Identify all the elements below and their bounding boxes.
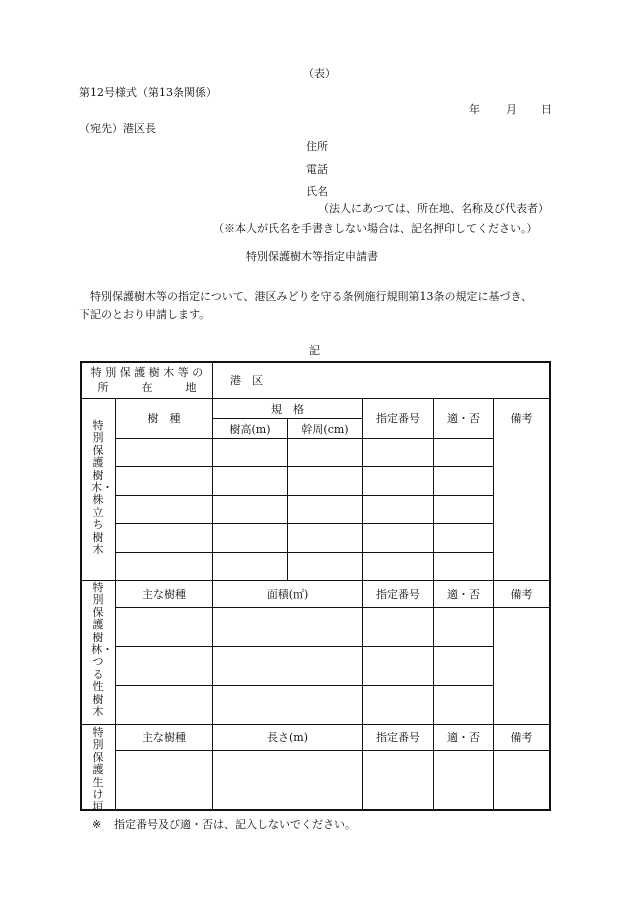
side-label: （表）	[303, 67, 336, 80]
section1-label: 特別保護樹木・株立ち樹木	[91, 419, 113, 557]
location-value[interactable]: 港 区	[230, 374, 263, 387]
location-label-1: 特 別 保 護 樹 木 等 の	[90, 366, 204, 379]
s1-col-species: 樹 種	[147, 412, 181, 425]
s1-col-approval: 適・否	[447, 412, 480, 425]
date-day[interactable]: 日	[541, 103, 552, 116]
footnote-mark: ※	[92, 818, 102, 831]
section3-label: 特別保護生け垣	[92, 726, 104, 814]
body-line-1: 特別保護樹木等の指定について、港区みどりを守る条例施行規則第13条の規定に基づき、	[90, 290, 533, 303]
corp-note: （法人にあつては、所在地、名称及び代表者）	[318, 202, 549, 215]
s3-col-remarks: 備考	[510, 731, 533, 744]
s3-col-species: 主な樹種	[142, 731, 186, 744]
s1-col-height: 樹高(m)	[229, 423, 271, 436]
s2-col-number: 指定番号	[376, 588, 420, 601]
s2-col-area: 面積(㎡)	[266, 588, 309, 601]
date-month[interactable]: 月	[506, 103, 517, 116]
s1-col-number: 指定番号	[376, 412, 420, 425]
document-title: 特別保護樹木等指定申請書	[246, 250, 378, 263]
name-label[interactable]: 氏名	[306, 185, 328, 198]
ki-label: 記	[309, 344, 320, 357]
s2-col-remarks: 備考	[510, 588, 533, 601]
date-year[interactable]: 年	[469, 103, 480, 116]
s3-col-approval: 適・否	[447, 731, 480, 744]
location-label-2: 所 在 地	[97, 381, 197, 394]
form-number: 第12号様式（第13条関係）	[79, 86, 217, 99]
body-line-2: 下記のとおり申請します。	[79, 308, 211, 321]
phone-label[interactable]: 電話	[306, 163, 328, 176]
s2-col-species: 主な樹種	[142, 588, 186, 601]
section2-label: 特別保護樹林・つる性樹木	[91, 581, 113, 719]
seal-note: （※本人が氏名を手書きしない場合は、記名押印してください。）	[213, 222, 538, 235]
address-label[interactable]: 住所	[306, 140, 328, 153]
addressee: （宛先）港区長	[79, 122, 156, 135]
application-table	[80, 361, 551, 814]
s1-col-spec: 規 格	[271, 403, 304, 416]
s2-col-approval: 適・否	[447, 588, 480, 601]
s3-col-length: 長さ(m)	[266, 731, 308, 744]
s1-col-girth: 幹周(cm)	[301, 423, 349, 436]
footnote-text: 指定番号及び適・否は、記入しないでください。	[114, 818, 356, 831]
s1-col-remarks: 備考	[510, 412, 533, 425]
s3-col-number: 指定番号	[376, 731, 420, 744]
